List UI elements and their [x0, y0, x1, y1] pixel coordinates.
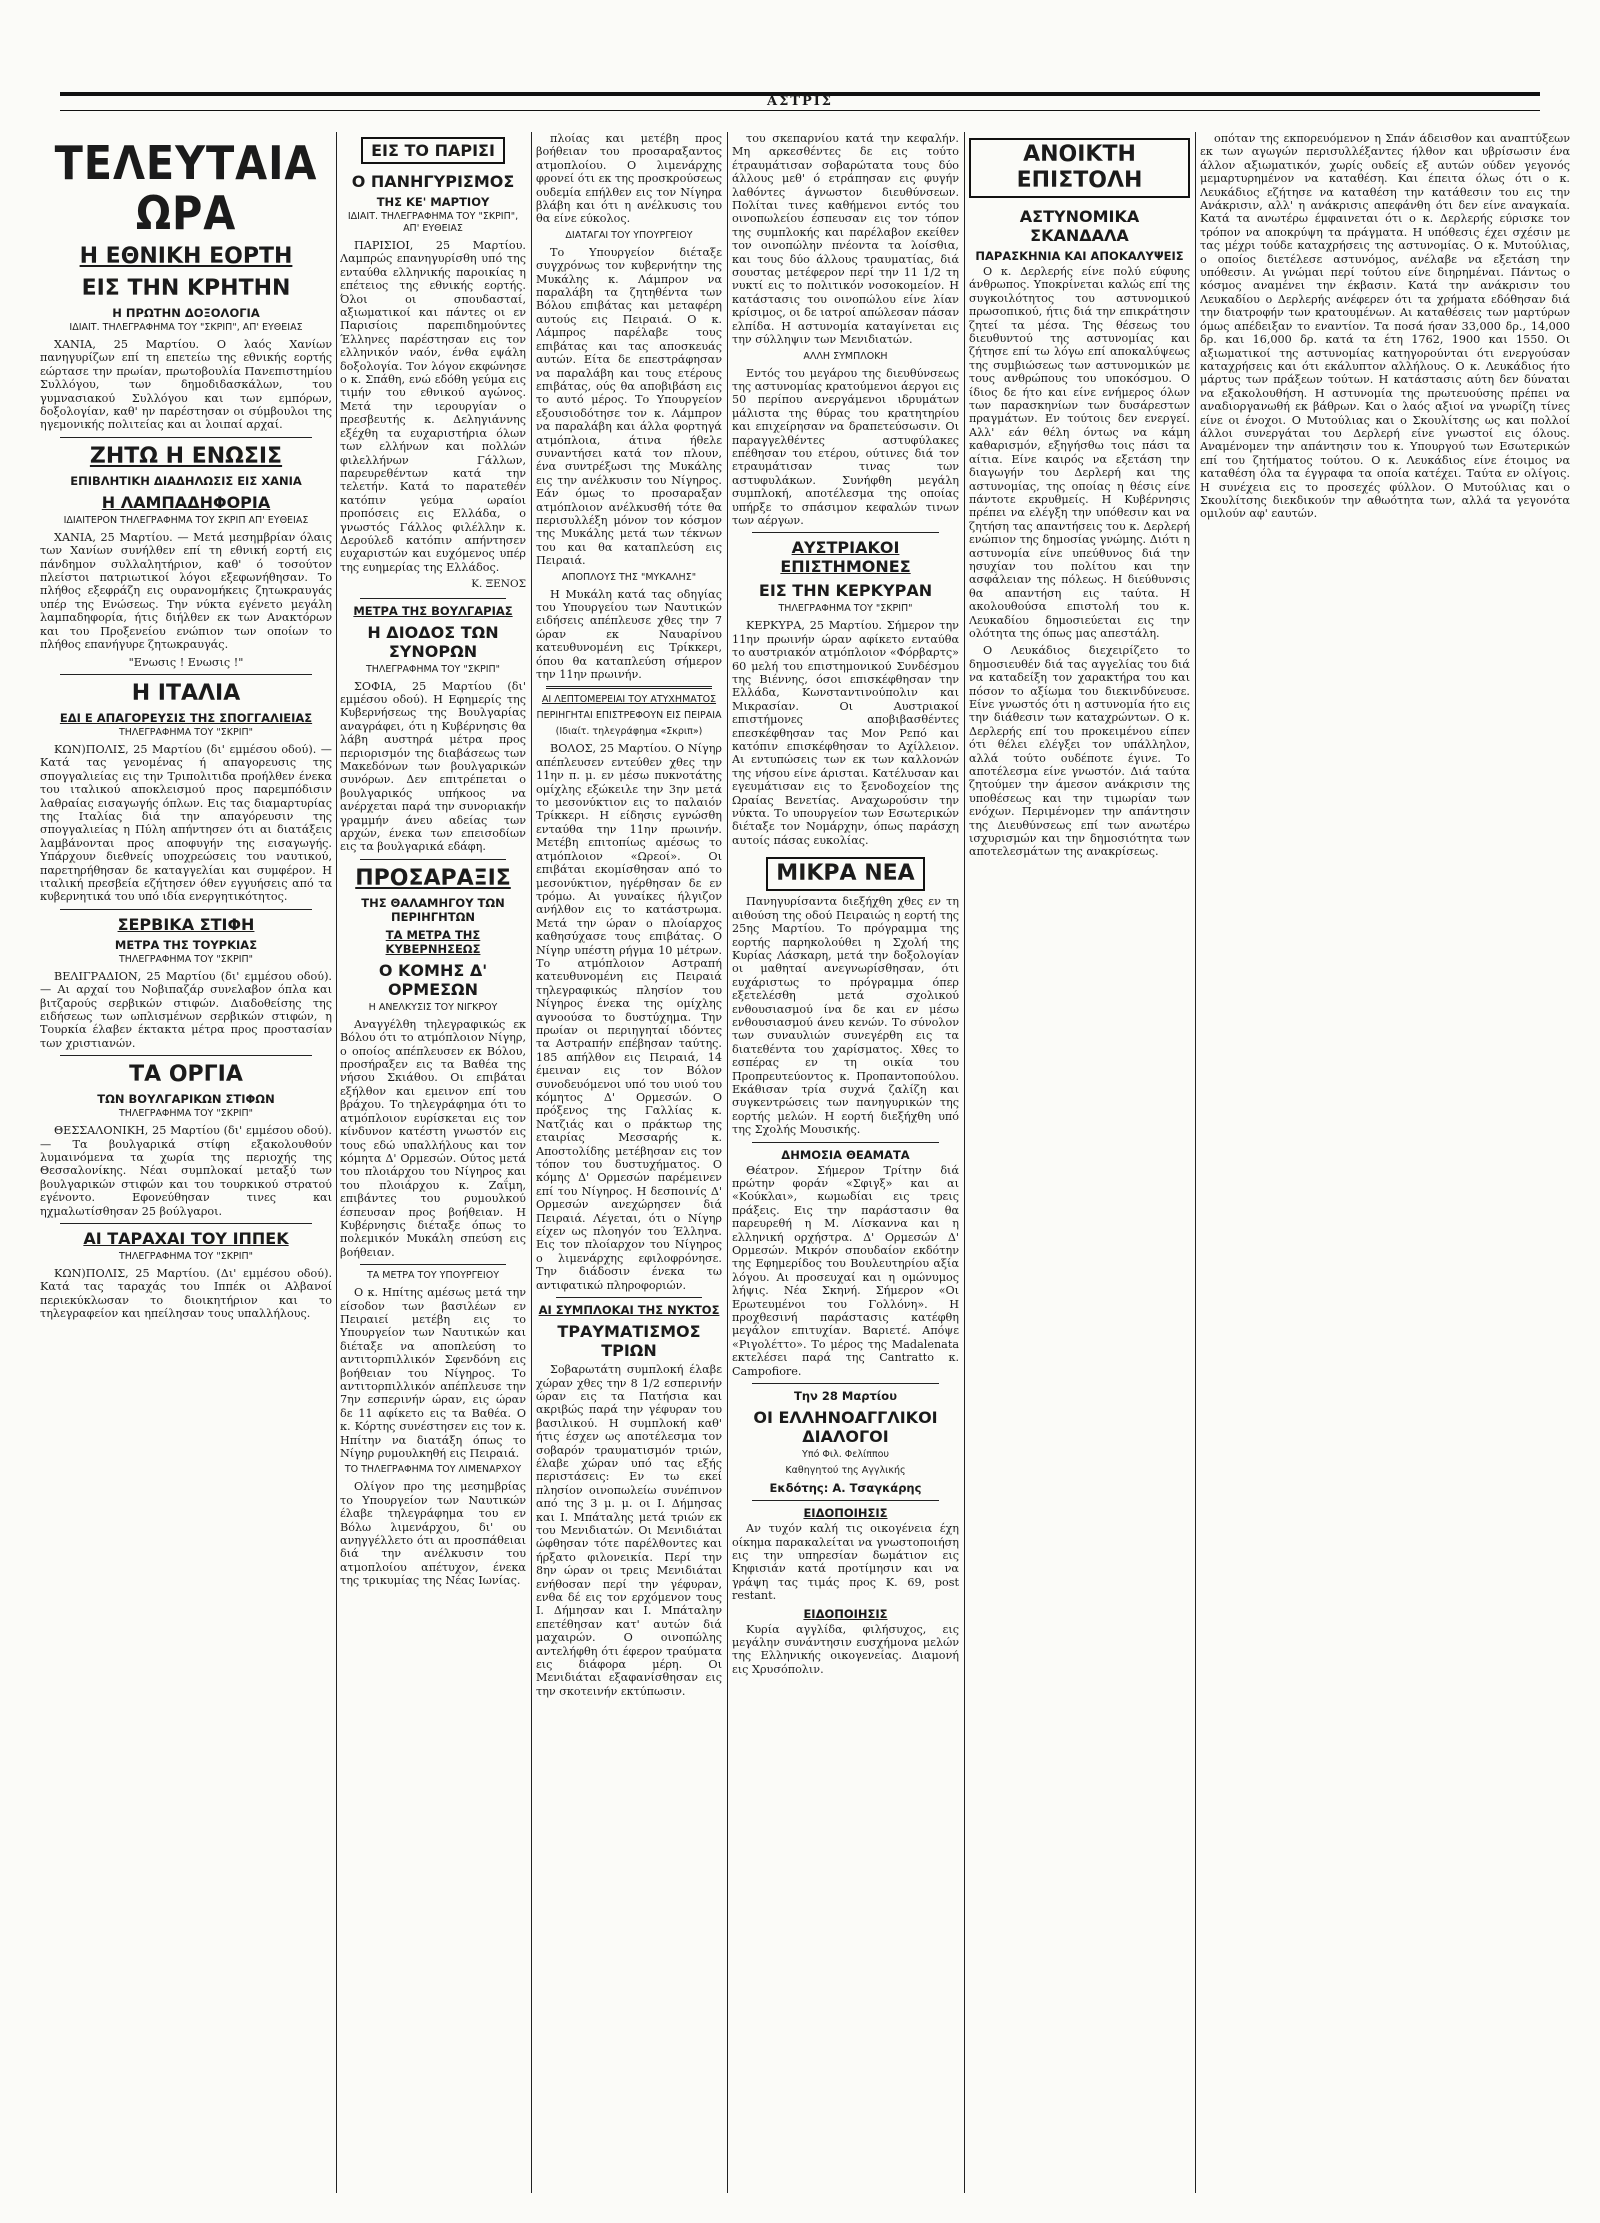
boxed-title-wrap — [969, 132, 1190, 202]
article-subtitle: Η ΛΑΜΠΑΔΗΦΟΡΙΑ — [101, 492, 271, 512]
article-subtitle: ΜΕΤΡΑ ΤΗΣ ΤΟΥΡΚΙΑΣ — [114, 937, 258, 952]
notice-title: ΕΙΔΟΠΟΙΗΣΙΣ — [803, 1506, 888, 1521]
ad-title: Την 28 Μαρτίου — [794, 1389, 897, 1404]
divider — [360, 859, 506, 860]
column-rule — [727, 132, 728, 2193]
article-title: ΔΗΜΟΣΙΑ ΘΕΑΜΑΤΑ — [781, 1147, 910, 1162]
article-title: ΠΡΟΣΑΡΑΞΙΣ — [355, 865, 511, 891]
article-body: ΒΕΛΙΓΡΑΔΙΟΝ, 25 Μαρτίου (δι' εμμέσου οδού). — Αι αρχαί του Νοβιπαζάρ συνελαβον όπλα και βιτζαρούς σερβικών στιφών. Διαδοθείσης της ειδήσεως των ωπλισμένων σερβικών στιφών, η Τουρκία έλαβεν έκτακτα μέτρα προς προστασίαν των χριστιανών. — [40, 969, 332, 1050]
article-body: Η Μυκάλη κατά τας οδηγίας του Υπουργείου των Ναυτικών ειδήσεις απέπλευσε χθες την 7 ώραν εκ Ναυαρίνου κατευθυνομένη εις Τρίκκερι, όπου θα καταπλεύση σήμερον την 11ην πρωινήν. — [536, 587, 722, 682]
article-subtitle: Ο ΠΑΝΗΓΥΡΙΣΜΟΣ — [351, 172, 515, 191]
article-title: ΖΗΤΩ Η ΕΝΩΣΙΣ — [89, 443, 283, 469]
article-title: ΔΙΑΤΑΓΑΙ ΤΟΥ ΥΠΟΥΡΓΕΙΟΥ — [565, 229, 693, 241]
article-subtitle: ΤΗΣ ΚΕ' ΜΑΡΤΙΟΥ — [376, 195, 490, 209]
masthead — [60, 92, 1540, 111]
article-subtitle: ΠΑΡΑΣΚΗΝΙΑ ΚΑΙ ΑΠΟΚΑΛΥΨΕΙΣ — [975, 249, 1184, 263]
boxed-title-wrap — [340, 132, 526, 167]
column-2 — [340, 132, 526, 2198]
article-subtitle: ΤΗΣ ΘΑΛΑΜΗΓΟΥ ΤΩΝ ΠΕΡΙΗΓΗΤΩΝ — [361, 895, 505, 924]
article-body: ΒΟΛΟΣ, 25 Μαρτίου. Ο Νίγηρ απέπλευσεν εντεύθεν χθες την 11ην π. μ. εν μέσω πυκνοτάτης ομίχλης εξώκειλε την 3ην μετά το μεσονύκτιον εις το παλαιόν Τρίκκερι. Η είδησις εγνώσθη ενταύθα την 11ην πρωινήν. Μετέβη επιτοπίως αμέσως το ατμόπλοιον «Ωρεοί». Οι επιβάται εκομίσθησαν από το μεσονύκτιον, ηγέρθησαν δε εν τρόμω. Αι γυναίκες ήλγιζον ανήλθον εις το κατάστρωμα. Μετά την ώραν ο πλοίαρχος καθησύχασε τους επιβάτας. Ο Νίγηρ υπέστη ρήγμα 10 μέτρων. Το ατμόπλοιον Αστραπή κατευθυνομένη εις Πειραιά τηλεγραφικώς πλησίον του Νίγηρος ένεκα της ομίχλης αγνοούσα το δυστύχημα. Την πρωίαν οι περιηγηταί ιδόντες τα Αστραπήν επέβησαν ταύτης. 185 απήλθον εις Πειραιά, 14 έμειναν εις τον Βόλον συνοδευόμενοι υπό του υιού του κόμητος Δ' Ορμεσών. Ο πρόξενος της Γαλλίας κ. Νατζιάς και ο πράκτωρ της εταιρίας Μεσσαρής κ. Αποστολίδης μετέβησαν εις τον τόπον του δυστυχήματος. Ο κόμης Δ' Ορμεσών παρέμεινεν επί του Νίγηρος. Η δεσποινίς Δ' Ορμεσών ανεχώρησεν διά Πειραιά. Λέγεται, ότι ο Νίγηρ είχεν ως πλοηγόν του Έλληνα. Εις τον πλοίαρχον του Νίγηρος ο λιμενάρχης εφιλοφρόνησε. Την διάδοσιν ένεκα τω αντιφατικώ πληροφοριών. — [536, 742, 722, 1292]
main-headline: ΤΕΛΕΥΤΑΙΑ ΩΡΑ — [54, 136, 318, 240]
article-subtitle: ΠΕΡΙΗΓΗΤΑΙ ΕΠΙΣΤΡΕΦΟΥΝ ΕΙΣ ΠΕΙΡΑΙΑ — [536, 710, 722, 722]
article-title: ΑΙ ΣΥΜΠΛΟΚΑΙ ΤΗΣ ΝΥΚΤΟΣ — [538, 1303, 720, 1318]
article-body: Εντός του μεγάρου της διευθύνσεως της αστυνομίας κρατούμενοι άεργοι εις 50 περίπου ανεργάμενοι ιδρυμάτων μάλιστα της θύρας του κρατητηρίου και επιχείρησαν να δραπετεύσωσιν. Οι παραγγελθέντες αστυφύλακες επέθησαν του ετέρου, ούτινες διά τον ετραυμάτισαν τινας των αστυφυλάκων. Συνήφθη μεγάλη συμπλοκή, αποτέλεσμα της οποίας υπήρξε το σπάσιμον κεφαλών τινων των αέργων. — [732, 366, 959, 527]
article-quote: "Ενωσις ! Ενωσις !" — [128, 655, 244, 669]
article-subtitle: ΕΙΣ ΤΗΝ ΚΡΗΤΗΝ — [81, 276, 291, 301]
article-body: Σοβαρωτάτη συμπλοκή έλαβε χώραν χθες την 8 1/2 εσπερινήν ώραν εις τα Πατήσια και ακριβώς παρά την γέφυραν του βασιλικού. Η συμπλοκή καθ' ήτις έσχεν ως αποτέλεσμα τον σοβαρόν τραυματισμόν τριών, έλαβε χώραν υπό τας εξής περιστάσεις: Εν τω εκεί πλησίον οινοπωλείω συνέπινον από της 3 μ. μ. οι Ι. Δήμησας και Ι. Μπάταλης μετά τριών εκ του Μενιδιατών. Οι Μενιδιάται ώφθησαν τότε παρέλθοντες και ήρξατο φιλονεικία. Περί την 8ην ώραν οι τρεις Μενιδιάται ενήθοσαν περί την γέφυραν, ενθα δέ εις τον ερχόμενον τους Ι. Δήμησαν και Ι. Μπάταλην επετέθησαν κατ' αυτών διά μαχαιρών. Ο οινοπώλης αντελήφθη ότι έφερον τραύματα εις διάφορα μέρη. Οι Μενιδιάται εξαφανίσθησαν εις την σκοτεινήν εκτύπωσιν. — [536, 1363, 722, 1698]
divider — [752, 1500, 939, 1501]
column-rule — [964, 132, 965, 2193]
article-title: ΤΑ ΜΕΤΡΑ ΤΟΥ ΥΠΟΥΡΓΕΙΟΥ — [366, 1270, 499, 1282]
article-body: Αναγγέλθη τηλεγραφικώς εκ Βόλου ότι το ατμόπλοιον Νίγηρ, ο οποίος απέπλευσεν εκ Βόλου, προσήραξεν εις τα Βαθέα της νήσου Σκιάθου. Οι επιβάται εξήλθον και εμεινον επί του βράχου. Το τηλεγράφημα ότι το ατμόπλοιον ευρίσκεται εις τον κίνδυνον κατέστη γνωστόν εις τους εδώ υπαλλήλους και τον κόμητα Δ' Ορμεσών. Ούτος μετά του πλοιάρχου του Νίγηρος και του πλοιάρχου κ. Ζαΐμη, επιβάντες του ρυμουλκού έσπευσαν προς βοήθειαν. Η Κυβέρνησις διέταξε όπως το πολεμικόν Μυκάλη σπεύση εις βοήθειαν. — [340, 1017, 526, 1259]
dispatch-line: (Ιδιαίτ. τηλεγράφημα «Σκριπ») — [555, 726, 703, 738]
article-title: ΣΕΡΒΙΚΑ ΣΤΙΦΗ — [117, 914, 255, 934]
divider — [60, 1223, 312, 1224]
column-3 — [536, 132, 722, 2198]
divider — [60, 674, 312, 675]
divider — [752, 532, 939, 533]
notice-title: ΕΙΔΟΠΟΙΗΣΙΣ — [803, 1606, 888, 1621]
article-body: ΣΟΦΙΑ, 25 Μαρτίου (δι' εμμέσου οδού). Η Εφημερίς της Κυβερνήσεως της Βουλγαρίας αναγράφει, ότι η Κυβέρνησις θα λάβη αυστηρά μέτρα προς περιορισμόν της διαβάσεως των Μακεδόνων των βουλγαρικών συνόρων. Δεν επιτρέπεται ο βουλγαρικός υπήκοος να ανέρχεται παρά την συνοριακήν γραμμήν άνευ αδείας των αρχών, ένεκα των επεισοδίων εις τα βουλγαρικά εδάφη. — [340, 679, 526, 854]
column-rule — [531, 132, 532, 2193]
article-subtitle: ΕΙΣ ΤΗΝ ΚΕΡΚΥΡΑΝ — [758, 581, 933, 601]
divider — [360, 598, 506, 599]
article-title: ΑΙ ΤΑΡΑΧΑΙ ΤΟΥ ΙΠΠΕΚ — [83, 1229, 289, 1249]
article-subtitle: Ο ΚΟΜΗΣ Δ' ΟΡΜΕΣΩΝ — [378, 960, 488, 999]
article-title: ΑΛΛΗ ΣΥΜΠΛΟΚΗ — [803, 350, 888, 362]
divider — [546, 686, 712, 689]
masthead-title: ΑΣΤΡΙΣ — [767, 94, 833, 109]
article-body: του σκεπαρνίου κατά την κεφαλήν. Μη αρκεσθέντες δε εις τούτο έτραυμάτισαν σοβαρώτατα τους δύο άλλους μεθ' ό ετράπησαν εις φυγήν λαθόντες άγνωστον διευθύνσεων. Πολίται τινες καθήμενοι εντός του οινοπωλείου έσπευσαν εις τον τόπον της συμπλοκής και παρέλαβον εκείθεν τον οινοπώλην πνέοντα τα λοίσθια, και τους δύο άλλους τραυματίας, διά σουστας μετέφερον περί την 11 1/2 τη νυκτί εις το πολιτικόν νοσοκομείον. Η κατάστασις του οινοπώλου είνε λίαν κρίσιμος, οι δε ιατροί απώλεσαν πάσαν ελπίδα. Η αστυνομία καταγίνεται εις την σύλληψιν των Μενιδιατών. — [732, 132, 959, 347]
column-6 — [1200, 132, 1570, 2198]
notice-body: Κυρία αγγλίδα, φιλήσυχος, εις μεγάλην συνάντησιν ευσχήμονα μελών της Ελληνικής οικογενείας. Διαμονή εις Χρυσόπολιν. — [732, 1622, 959, 1676]
article-title: ΤΟ ΤΗΛΕΓΡΑΦΗΜΑ ΤΟΥ ΛΙΜΕΝΑΡΧΟΥ — [344, 1464, 522, 1476]
dispatch-line: ΤΗΛΕΓΡΑΦΗΜΑ ΤΟΥ "ΣΚΡΙΠ" — [118, 953, 254, 965]
article-body: ΚΩΝ)ΠΟΛΙΣ, 25 Μαρτίου (δι' εμμέσου οδού). — Κατά τας γενομένας ή απαγορευσις της σπογγαλιείας εις την Τριπολιτιδα προήλθεν ένεκα του ιταλικού αποκλεισμού προς παρεμπόδισιν λαθραίας εισαγωγής όπλων. Εις τας διαμαρτυρίας της Ιταλίας διά την απαγόρευσιν της σπογγαλιείας η Πύλη απήντησεν ότι αι διατάξεις λαμβάνονται προς αποφυγήν της εισαγωγής. Υπάρχουν διεθνείς υποχρεώσεις του ναυτικού, παρετηρήθησαν δε καταγγελίαι και συμφέρον. Η ιταλική πρεσβεία εζήτησεν όθεν εγγυήσεις από τα κυβερνητικά του υπό ιδία ενεργητικότητος. — [40, 742, 332, 904]
article-body: Ο κ. Ηπίτης αμέσως μετά την είσοδον των βασιλέων εν Πειραιεί μετέβη εις το Υπουργείον των Ναυτικών και διέταξε να αποπλεύση το αντιτορπιλλικόν Σφενδόνη εις βοήθειαν του Νίγηρος. Το αντιτορπιλλικόν απέπλευσε την 7ην εσπερινήν ώραν, εις ώραν δε 11 αφίκετο εις τα Βαθέα. Ο κ. Κόρτης συνέστησεν εις τον κ. Ηπίτην να διατάξη όπως το Νίγηρ ρυμουλκηθή εις Πειραιά. — [340, 1286, 526, 1461]
article-subtitle: ΤΩΝ ΒΟΥΛΓΑΡΙΚΩΝ ΣΤΙΦΩΝ — [97, 1092, 275, 1107]
column-5 — [969, 132, 1190, 2198]
article-body: ΚΩΝ)ΠΟΛΙΣ, 25 Μαρτίου. (Δι' εμμέσου οδού). Κατά τας ταραχάς του Ιππέκ οι Αλβανοί περιεκύκλωσαν το διοικητήριον και το τηλεγραφείον και ηπείλησαν τους υπαλλήλους. — [40, 1267, 332, 1321]
article-body: ΠΑΡΙΣΙΟΙ, 25 Μαρτίου. Λαμπρώς επανηγυρίσθη υπό της ενταύθα ελληνικής παροικίας η επέτειος της εθνικής εορτής. Όλοι οι σπουδασταί, αξιωματικοί και πάντες οι εν Παρισίοις παρεπιδημούντες Έλληνες παρέστησαν εις τον ελληνικόν ναόν, ένθα εψάλη δοξολογία. Τον λόγον εκφώνησε ο κ. Σπάθη, ενώ εδόθη γεύμα εις τιμήν του εθνικού αγώνος. Μετά την ιερουργίαν ο πρεσβευτής κ. Δεληγιάννης εξέχθη τα ευχαριστήρια όλων των ελλήνων και πολλών φιλελλήνων Γάλλων, παρευρεθέντων κατά την τελετήν. Κατά το παρατεθέν κατόπιν γεύμα ωραίοι προπόσεις εις Ελλάδα, ο γνωστός Γάλλος φιλέλλην κ. Δερούλεδ κατόπιν απήντησεν ευχαριστών και ευχόμενος υπέρ της ευημερίας της Ελλάδος. — [340, 239, 526, 574]
article-body: ΘΕΣΣΑΛΟΝΙΚΗ, 25 Μαρτίου (δι' εμμέσου οδού). — Τα βουλγαρικά στίφη εξακολουθούν λυμαινόμενα τα χωρία της περιοχής της Θεσσαλονίκης. Νέαι συμπλοκαί μεταξύ των βουλγαρικών στιφών και του τουρκικού στρατού εγένοντο. Εφονεύθησαν τινες και ηχμαλωτίσθησαν 25 βούλγαροι. — [40, 1124, 332, 1218]
article-title: ΜΕΤΡΑ ΤΗΣ ΒΟΥΛΓΑΡΙΑΣ — [353, 603, 513, 618]
article-subtitle: Η ΠΡΩΤΗΝ ΔΟΞΟΛΟΓΙΑ — [112, 306, 260, 320]
divider — [752, 1142, 939, 1143]
article-title: Η ΙΤΑΛΙΑ — [131, 680, 241, 706]
article-body: οπόταν της εκπορευόμενον η Σπάν άδεισθον και αναπτύξεων εκ των αγωγών περισυλλέξαντες ήλθον και υβρίσωσιν ένα άλλον αξιωματικόν, χωρίς ουδείς εξ αυτών ούδεν γεγονός μεμαρτυρημένον να καταθέση. Και έπειτα όλως ότι ο κ. Λευκάδιος εζήτησε να καταθέση την κατάθεσιν του εις την Ανάκρισιν, αλλ' η ανάκρισις απεφάνθη ότι δεν είνε αναγκαία. Κατά τα ανωτέρω έμφαινεται ότι ο κ. Δερλερής εύρισκε τον τρόπον να αποκρύψη τα πράγματα. Η υπόθεσις έχει σχέσιν με τας μέχρι τούδε καταχρήσεις της αστυνομίας. Ο κ. Μυτούλιας, ο οποίος διετέλεσε αστυνόμος, ανέλαβε να εξετάση την υπόθεσιν. Αι γνώμαι περί τούτου είνε διηρημέναι. Πάντως ο κόσμος αναμένει την έκβασιν. Κατά την ανάκρισιν του Λευκαδίου ο Δερλερής ανέφερεν ότι τα χρήματα εδόθησαν διά την διατροφήν των κρατουμένων. Αι καταθέσεις των μαρτύρων όμως απέδειξαν το εναντίον. Τα ποσά ήσαν 33,000 δρ., 14,000 δρ. και 16,000 δρ. κατά τα έτη 1762, 1900 και 1550. Οι αξιωματικοί της αστυνομίας κατηγορούνται ότι ενεργούσαν καταχρήσεις και ότι εκάλυπτον αλλήλους. Ο κ. Λευκάδιος ήτο μάρτυς των πράξεων τούτων. Η κατάστασις αύτη δεν δύναται να εξακολουθήση. Η αστυνομία της πρωτευούσης πρέπει να αναδιοργανωθή εκ βάθρων. Και ο λαός αξιοί να γνωρίζη τίνες είνε οι ένοχοι. Ο Μυτούλιας και ο Σκουλίτσης ως και πολλοί άλλοι συνεργάται του Δερλερή είνε γνωστοί εις όλους. Αναμένομεν την απάντησιν του κ. Υπουργού των Εσωτερικών επί του ζητήματος τούτου. Ο κ. Λευκάδιος είνε έτοιμος να καταθέση όλα τα έγγραφα τα οποία κατέχει. Ταύτα εν ολίγοις. Η συνέχεια εις το προσεχές φύλλον. Ο Μυτούλιας και ο Σκουλίτσης διεκδικούν την αθωότητα των, αλλά τα γεγονότα ομιλούν αφ' εαυτών. — [1200, 132, 1570, 521]
article-body: ΧΑΝΙΑ, 25 Μαρτίου. Ο λαός Χανίων πανηγυρίζων επί τη επετείω της εθνικής εορτής εώρτασε την πρωίαν, πρωτοβουλία Πανεπιστημίου Συλλόγου, των δημοδιδασκάλων, του γυμνασιακού Συλλόγου και των εμπόρων, δοξολογίαν, καθ' ην παρέστησαν οι σύμβουλοι της ηγεμονικής πολιτείας και αι λοιπαί αρχαί. — [40, 338, 332, 432]
divider — [60, 909, 312, 910]
article-body: Θέατρον. Σήμερον Τρίτην διά πρώτην φοράν «Σφιγξ» και αι «Κούκλαι», κωμωδίαι εις τρεις πράξεις. Εις την παράστασιν θα παρευρεθή η Μ. Λίσκαννα και η ελληνική ορχήστρα. Δ' Ορμεσών Δ' Ορμεσών. Μικρόν σπουδαίον εκδότην της Εφημερίδος του Βουλευτηρίου αξία λόγου. Αι προσευχαί και η ομώνυμος λήψις. Νέα Σκηνή. Σήμερον «Οι Ερωτευμένοι του Γολλόνη». Η προχθεσινή παράστασις κατέφθη μεγάλον επιτυχίαν. Βαριετέ. Απόψε «Ριγολέττο». Το μέρος της Madalenata εκτελέσει παρά της Cantratto κ. Campofiore. — [732, 1163, 959, 1378]
article-body: ΚΕΡΚΥΡΑ, 25 Μαρτίου. Σήμερον την 11ην πρωινήν ώραν αφίκετο ενταύθα το αυστριακόν ατμόπλοιον «Φόρβαρτς» 60 μελή του επιστημονικού Συνδέσμου της Βιέννης, όσοι επισκέφθησαν την Ελλάδα, Κωνσταντινούπολιν και Μικρασίαν. Οι Αυστριακοί επιστήμονες αποβιβασθέντες επεσκέφθησαν τας Μον Ρεπό και κατόπιν επισκέφθησαν το Αχίλλειον. Αι εντυπώσεις των εκ των καλλονών της νήσου είνε άρισται. Κατέλυσαν και εγευμάτισαν εις το ξενοδοχείον της Ωραίας Βενετίας. Αναχωρούσιν την νύκτα. Το υπουργείον των Εσωτερικών διέταξε τον Νομάρχην, όπως παράσχη αυτοίς πάσας ευκολίας. — [732, 619, 959, 847]
article-body: Ολίγον προ της μεσημβρίας το Υπουργείον των Ναυτικών έλαβε τηλεγράφημα του εν Βόλω λιμενάρχου, δι' ου ανηγγέλλετο ότι αι προσπάθειαι διά την ανέλκυσιν του ατμοπλοίου απέτυχον, ένεκα της τρικυμίας της Νέας Ιωνίας. — [340, 1480, 526, 1588]
article-body: πλοίας και μετέβη προς βοήθειαν του προσαραξαντος ατμοπλοίου. Ο λιμενάρχης φρονεί ότι εκ της προσκρούσεως ουδεμία επήλθεν εις τον Νίγηρα βλάβη και ότι η ανέλκυσις του θα είνε εύκολος. — [536, 132, 722, 226]
article-title: ΕΙΣ ΤΟ ΠΑΡΙΣΙ — [361, 137, 505, 164]
article-subtitle: ΤΑ ΜΕΤΡΑ ΤΗΣ ΚΥΒΕΡΝΗΣΕΩΣ — [385, 927, 481, 956]
article-title: ΑΝΟΙΚΤΗ ΕΠΙΣΤΟΛΗ — [969, 138, 1190, 198]
article-subtitle: ΤΡΑΥΜΑΤΙΣΜΟΣ ΤΡΙΩΝ — [557, 1322, 701, 1361]
ad-line: Καθηγητού της Αγγλικής — [785, 1465, 906, 1477]
dispatch-line: ΤΗΛΕΓΡΑΦΗΜΑ ΤΟΥ "ΣΚΡΙΠ" — [118, 1251, 254, 1263]
article-title: Η ΕΘΝΙΚΗ ΕΟΡΤΗ — [79, 244, 293, 269]
dispatch-line: ΙΔΙΑΙΤ. ΤΗΛΕΓΡΑΦΗΜΑ ΤΟΥ "ΣΚΡΙΠ", ΑΠ' ΕΥΘΕΙΑΣ — [69, 322, 303, 333]
article-title: ΑΥΣΤΡΙΑΚΟΙ ΕΠΙΣΤΗΜΟΝΕΣ — [780, 538, 911, 577]
article-subtitle: Η ΑΝΕΛΚΥΣΙΣ ΤΟΥ ΝΙΓΚΡΟΥ — [368, 1001, 498, 1013]
divider — [360, 1264, 506, 1265]
ad-line: Εκδότης: Α. Τσαγκάρης — [769, 1481, 922, 1496]
article-subtitle: ΕΠΙΒΛΗΤΙΚΗ ΔΙΑΔΗΛΩΣΙΣ ΕΙΣ ΧΑΝΙΑ — [70, 473, 302, 488]
dispatch-line: ΤΗΛΕΓΡΑΦΗΜΑ ΤΟΥ "ΣΚΡΙΠ" — [118, 1108, 254, 1120]
article-title: ΑΙ ΛΕΠΤΟΜΕΡΕΙΑΙ ΤΟΥ ΑΤΥΧΗΜΑΤΟΣ — [541, 694, 717, 706]
ad-line: Υπό Φιλ. Φελίππου — [802, 1449, 889, 1461]
column-rule — [1195, 132, 1196, 2193]
article-body: Ο κ. Δερλερής είνε πολύ εύφυης άνθρωπος. Υποκρίνεται καλώς επί της συγκοιλότητος του αστυνομικού πρωσοπικού, ήτις διά την επικράτησιν ζητεί τα μέσα. Της θέσεως του διευθυντού της αστυνομίας και ζήτησε επί τω λόγω επί αποκαλύψεως της συμβιώσεως των αστυνομικών με τους ανθρώπους του υποκόσμου. Ο ίδιος δε ήτο και είνε ενήμερος όλων των παρασκηνίων των δυσάρεστων πραγμάτων. Εν τούτοις δεν ενεργεί. Αλλ' εάν θέλη όντως να κάμη καθαρισμόν, εξηγήσθω τοις πάσι τα αίτια. Είνε καιρός να εξετάση την διαγωγήν του Δερλερή και της αστυνομίας, της οποίας η θέσις είνε πάντοτε εκρυθμείς. Η Κυβέρνησις πρέπει να ελέγξη την υπόθεσιν και να ζητήση τας απαντήσεις του κ. Δερλερή ενώπιον της δημοσίας γνώμης. Διότι η αστυνομία είνε υπεύθυνος διά την ησυχίαν του πολίτου και την ασφάλειαν της πόλεως. Η διεύθυνσις θα απαντήση εις ταύτα. Η ακολουθούσα επιστολή του κ. Λευκαδίου δημοσιεύεται εις την ολότητα της όπως μας απεστάλη. — [969, 265, 1190, 640]
dispatch-line: ΙΔΙΑΙΤ. ΤΗΛΕΓΡΑΦΗΜΑ ΤΟΥ "ΣΚΡΙΠ", ΑΠ' ΕΥΘΕΙΑΣ — [347, 211, 519, 234]
boxed-title-wrap — [732, 851, 959, 895]
dispatch-line: ΤΗΛΕΓΡΑΦΗΜΑ ΤΟΥ "ΣΚΡΙΠ" — [365, 663, 501, 675]
column-1 — [40, 132, 332, 2198]
article-body: ΧΑΝΙΑ, 25 Μαρτίου. — Μετά μεσημβρίαν όλαις των Χανίων συνήλθεν επί τη εθνική εορτή εις πάνδημον συλλαλητήριον, καθ' ό τοσούτον πλείστοι πατριωτικοί λόγοι εξεφωνήθησαν. Το πλήθος εξεφράζη εις ουρανομήκεις ζητωκραυγάς υπέρ της Ενώσεως. Την νύκτα εγένετο μεγάλη λαμπαδηφορία, ήτις διήλθεν εκ των Ανακτόρων και του Προξενείου ενώπιον των οποίων το πλήθος επανήγυρε ζητωκραυγάς. — [40, 530, 332, 652]
article-body: Πανηγυρίσαντα διεξήχθη χθες εν τη αιθούση της οδού Πειραιώς η εορτή της 25ης Μαρτίου. Το πρόγραμμα της εορτής παρηκολούθει η Σχολή της Κυρίας Λάσκαρη, μετά την δοξολογίαν οι μαθηταί ανεγνωρίσθησαν, ότι ευχάριστως το πρόγραμμα όπερ εξετελέσθη μετά σχολικού ενθουσιασμού ίνα δε και εν μέσω ενθουσιασμού άνευ κενών. Το σύνολον των συναυλιών συνεγέρθη εις τα διατεθέντα του χαρίσματος. Χθες το εσπέρας εν τη οικία του Προπρευτεύοντος κ. Προπαντοπούλου. Εκάθισαν τρία συχνά ζαλίζη και συγκεντρώσεις των πανηγυρικών της εορτής μελών. Η εορτή διεξήχθη υπό της Σχολής Μουσικής. — [732, 895, 959, 1137]
dispatch-line: ΤΗΛΕΓΡΑΦΗΜΑ ΤΟΥ "ΣΚΡΙΠ" — [118, 726, 254, 738]
article-title: ΑΠΟΠΛΟΥΣ ΤΗΣ "ΜΥΚΑΛΗΣ" — [561, 571, 697, 583]
article-title: ΜΙΚΡΑ ΝΕΑ — [766, 857, 924, 891]
column-4 — [732, 132, 959, 2198]
notice-body: Αν τυχόν καλή τις οικογένεια έχη οίκημα παρακαλείται να γνωστοποιήση εις την υπηρεσίαν δωμάτιον εις Κηφισιάν κατά προτίμησιν και να γράψη τας τιμάς προς Κ. 69, post restant. — [732, 1522, 959, 1603]
divider — [752, 1383, 939, 1384]
article-subtitle: ΕΔΙ Ε ΑΠΑΓΟΡΕΥΣΙΣ ΤΗΣ ΣΠΟΓΓΑΛΙΕΙΑΣ — [59, 710, 313, 725]
article-body: Το Υπουργείον διέταξε συγχρόνως τον κυβερνήτην της Μυκάλης κ. Λάμπρον να παραλάβη τα ζητηθέντα των Βόλου επιβάτας και μεταφέρη αυτούς εις Πειραιά. Ο κ. Λάμπρος παρέλαβε τους επιβάτας και τας αποσκευάς αυτών. Είτα δε επεστράφησαν να παραλάβη και τους ετέρους επιβάτας, ούς θα αποβιβάση εις το αυτό μέρος. Το Υπουργείον εξουσιοδότησε τον κ. Λάμπρον να παραλάβη και άλλα φορτηγά ατμόπλοια, άτινα ήθελε συναντήσει κατά τον πλουν, ένα συντρέξωσι της Μυκάλης εις την ανέλκυσιν του Νίγηρος. Εάν όμως το προσαραξαν ατμόπλοιον ανέλκυσθή τότε θα περισυλλέξη μόνον τον κόσμον της Μυκάλης μετά των τέκνων του και θα καταπλεύση εις Πειραιά. — [536, 245, 722, 568]
column-rule — [336, 132, 337, 2193]
article-subtitle: Η ΔΙΟΔΟΣ ΤΩΝ ΣΥΝΟΡΩΝ — [367, 622, 499, 661]
article-body: Ο Λευκάδιος διεχειρίζετο το δημοσιευθέν διά τας αγγελίας του διά να καταδείξη τον χαρακτήρα του και πόσον το αξίωμα του διεκινδύνευσε. Είνε γνωστός ότι η αστυνομία ήτο εις την διάθεσιν των καταχρώντων. Ο κ. Δερλερής επί του προκειμένου είπεν ότι θέλει ελέγξει τον υπάλληλον, αλλά τούτο ουδέποτε έγινε. Το αποτέλεσμα είνε γνωστόν. Διά ταύτα ζητούμεν την άμεσον ανάκρισιν της υποθέσεως και την τιμωρίαν των ενόχων. Περιμένομεν την απάντησιν της Διευθύνσεως επί των ανωτέρω ισχυρισμών και την δημοσιότητα των αποτελεσμάτων της ανακρίσεως. — [969, 644, 1190, 859]
divider — [60, 1055, 312, 1056]
article-signature: Κ. ΞΕΝΟΣ — [471, 578, 526, 591]
ad-headline: ΟΙ ΕΛΛΗΝΟΑΓΓΛΙΚΟΙ ΔΙΑΛΟΓΟΙ — [753, 1408, 938, 1447]
divider — [60, 437, 312, 438]
divider — [556, 1297, 702, 1298]
article-subtitle: ΑΣΤΥΝΟΜΙΚΑ ΣΚΑΝΔΑΛΑ — [1019, 207, 1140, 245]
dispatch-line: ΙΔΙΑΙΤΕΡΟΝ ΤΗΛΕΓΡΑΦΗΜΑ ΤΟΥ ΣΚΡΙΠ ΑΠ' ΕΥΘΕΙΑΣ — [63, 514, 309, 526]
dispatch-line: ΤΗΛΕΓΡΑΦΗΜΑ ΤΟΥ "ΣΚΡΙΠ" — [778, 603, 913, 615]
article-title: ΤΑ ΟΡΓΙΑ — [129, 1062, 243, 1088]
